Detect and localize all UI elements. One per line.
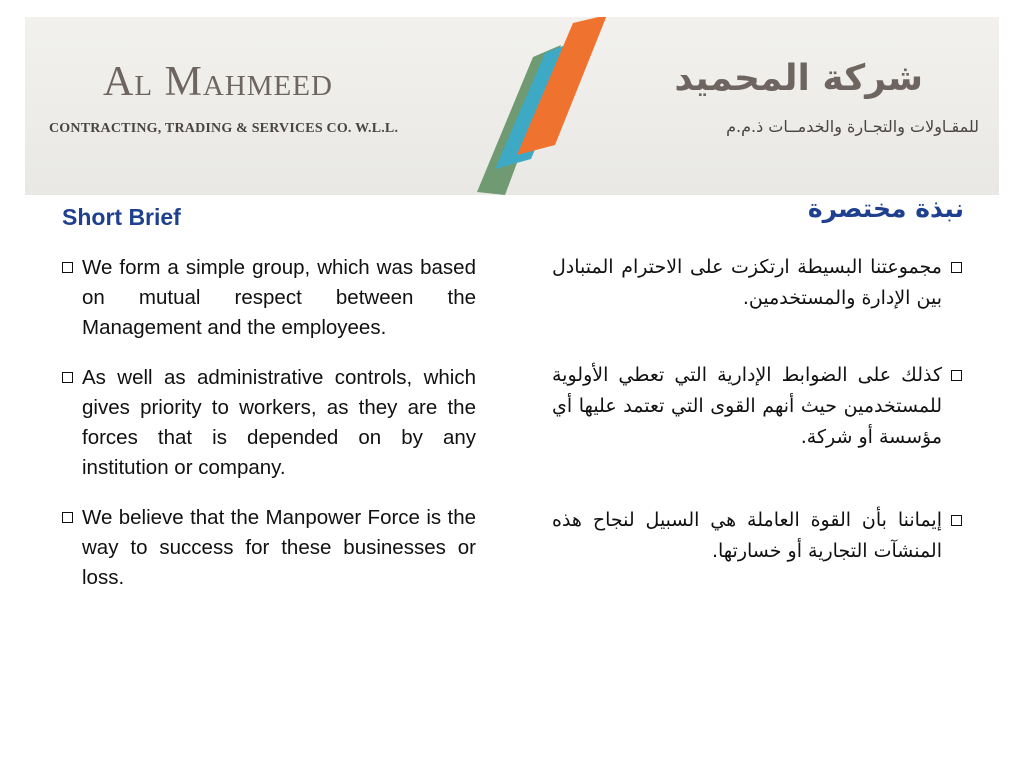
arabic-item-text: إيماننا بأن القوة العاملة هي السبيل لنجاح هذه المنشآت التجارية أو خسارتها. [552, 509, 942, 562]
company-subtitle-english: CONTRACTING, TRADING & SERVICES CO. W.L.L. [49, 121, 399, 136]
company-logo-icon [25, 17, 999, 195]
company-name-arabic: شركة المحميد [674, 58, 923, 99]
arabic-bullet-item [552, 360, 962, 453]
checkbox-bullet-icon [951, 370, 962, 381]
english-bullet-item [62, 503, 476, 593]
company-banner [25, 17, 999, 195]
checkbox-bullet-icon [951, 262, 962, 273]
english-item-text: We believe that the Manpower Force is the way to success for these businesses or loss. [82, 506, 476, 589]
heading-arabic: نبذة مختصرة [807, 194, 964, 223]
checkbox-bullet-icon [62, 372, 73, 383]
arabic-bullet-item [552, 252, 962, 314]
checkbox-bullet-icon [62, 512, 73, 523]
english-bullet-item [62, 363, 476, 483]
checkbox-bullet-icon [62, 262, 73, 273]
arabic-column [552, 252, 962, 567]
english-item-text: We form a simple group, which was based on mutual respect between the Management and the employees. [82, 256, 476, 339]
company-name-english: Al Mahmeed [103, 59, 333, 105]
heading-english: Short Brief [62, 204, 181, 230]
company-subtitle-arabic: للمقـاولات والتجـارة والخدمــات ذ.م.م [726, 117, 979, 136]
arabic-item-text: مجموعتنا البسيطة ارتكزت على الاحترام المتبادل بين الإدارة والمستخدمين. [552, 256, 942, 309]
english-item-text: As well as administrative controls, which gives priority to workers, as they are the forces that is depended on by any institution or company. [82, 366, 476, 479]
english-bullet-item [62, 253, 476, 343]
checkbox-bullet-icon [951, 515, 962, 526]
arabic-item-text: كذلك على الضوابط الإدارية التي تعطي الأولوية للمستخدمين حيث أنهم القوى التي تعتمد عليها أي مؤسسة أو شركة. [552, 364, 942, 448]
english-column [62, 253, 476, 613]
arabic-bullet-item [552, 505, 962, 567]
